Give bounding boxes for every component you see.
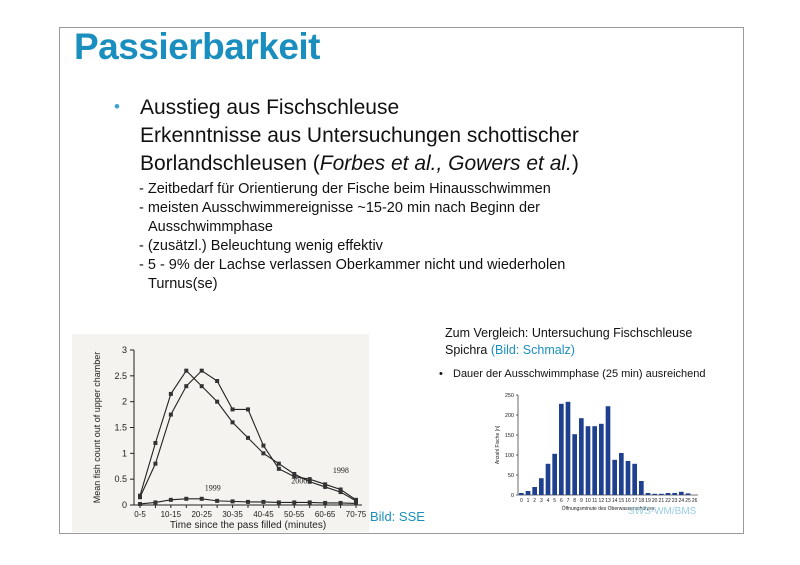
data-point: [277, 467, 281, 471]
x-tick-label: 9: [579, 498, 583, 504]
bar: [519, 493, 524, 495]
y-tick-label: 1: [121, 448, 127, 459]
x-tick-label: 21: [658, 498, 665, 504]
x-tick-label: 30-35: [222, 510, 243, 519]
data-point: [200, 384, 204, 388]
x-tick-label: 1: [526, 498, 530, 504]
y-tick-label: 100: [504, 453, 514, 459]
bar: [632, 464, 637, 495]
series-line: [140, 371, 356, 501]
bullet-line-1: Ausstieg aus Fischschleuse: [140, 96, 400, 119]
x-tick-label: 8: [573, 498, 577, 504]
data-point: [308, 480, 312, 484]
data-point: [200, 369, 204, 373]
image-credit-left: Bild: SSE: [370, 509, 425, 524]
data-point: [231, 420, 235, 424]
citation-authors: Forbes et al., Gowers et al.: [319, 152, 572, 175]
bar: [532, 487, 537, 495]
x-tick-label: 6: [559, 498, 563, 504]
x-tick-label: 11: [592, 498, 598, 504]
x-tick-label: 10: [585, 498, 591, 504]
x-tick-label: 14: [611, 498, 618, 504]
comparison-caption: [445, 325, 692, 359]
small-bullet-dot: •: [439, 368, 443, 380]
x-tick-label: 20: [651, 498, 658, 504]
data-point: [169, 498, 173, 502]
bar: [526, 491, 531, 495]
bar: [646, 493, 651, 495]
y-tick-label: 200: [504, 413, 514, 419]
x-tick-label: 26: [691, 498, 698, 504]
x-tick-label: 12: [598, 498, 605, 504]
data-point: [277, 462, 281, 466]
data-point: [153, 500, 157, 504]
data-point: [277, 500, 281, 504]
data-point: [339, 501, 343, 505]
data-point: [323, 501, 327, 505]
data-point: [308, 500, 312, 504]
y-axis-label: Mean fish count out of upper chamber: [92, 351, 102, 504]
bar: [586, 426, 591, 495]
data-point: [184, 497, 188, 501]
y-tick-label: 50: [507, 473, 514, 479]
y-axis-label: Anzahl Fische [n]: [495, 425, 501, 465]
bar: [552, 454, 557, 495]
bar: [546, 464, 551, 495]
bar: [679, 492, 684, 495]
small-bullet-text: Dauer der Ausschwimmphase (25 min) ausreichend: [453, 368, 706, 380]
bullet-line-3-end: ): [571, 152, 579, 175]
x-tick-label: 10-15: [160, 510, 182, 519]
data-point: [339, 490, 343, 494]
bar: [592, 426, 597, 495]
x-tick-label: 4: [546, 498, 550, 504]
image-credit-right: SWS-WM/BMS: [628, 506, 697, 517]
y-tick-label: 1.5: [114, 422, 127, 433]
x-tick-label: 3: [539, 498, 543, 504]
y-tick-label: 2.5: [114, 370, 127, 381]
data-point: [231, 407, 235, 411]
bullet-line-3: [140, 150, 730, 178]
y-tick-label: 0: [510, 493, 514, 499]
fish-count-line-chart: [72, 334, 369, 532]
data-point: [184, 369, 188, 373]
data-point: [169, 392, 173, 396]
sub-item: - 5 - 9% der Lachse verlassen Oberkammer nicht und wiederholen: [139, 257, 566, 273]
data-point: [231, 499, 235, 503]
sub-item: - (zusätzl.) Beleuchtung wenig effektiv: [139, 238, 383, 254]
x-tick-label: 40-45: [253, 510, 274, 519]
comparison-line-2-start: Spichra: [445, 343, 491, 357]
x-tick-label: 15: [618, 498, 625, 504]
series-annotation: 2000: [291, 476, 308, 486]
bar: [639, 481, 644, 495]
y-tick-label: 150: [504, 433, 514, 439]
bullet-line-3-start: Borlandschleusen (: [140, 152, 320, 175]
bar: [666, 493, 671, 495]
data-point: [261, 500, 265, 504]
bar: [652, 494, 657, 495]
bar: [599, 424, 604, 495]
x-tick-label: 18: [638, 498, 645, 504]
data-point: [138, 494, 142, 498]
slide-title: Passierbarkeit: [74, 27, 321, 67]
bar: [566, 402, 571, 495]
bar: [539, 478, 544, 495]
data-point: [215, 400, 219, 404]
x-tick-label: 7: [566, 498, 570, 504]
fish-exit-bar-chart: [488, 387, 702, 517]
bar: [686, 493, 691, 495]
x-tick-label: 13: [605, 498, 611, 504]
x-tick-label: 20-25: [191, 510, 212, 519]
data-point: [261, 451, 265, 455]
data-point: [215, 499, 219, 503]
x-axis-label: Time since the pass filled (minutes): [169, 520, 327, 531]
data-point: [292, 500, 296, 504]
x-tick-label: 0-5: [134, 510, 146, 519]
data-point: [323, 485, 327, 489]
slide: [59, 27, 744, 534]
bar: [619, 453, 624, 495]
comparison-line-2: [445, 342, 692, 359]
data-point: [153, 462, 157, 466]
data-point: [200, 497, 204, 501]
y-tick-label: 0.5: [114, 474, 127, 485]
x-tick-label: 16: [625, 498, 631, 504]
series-annotation: 1998: [332, 465, 349, 475]
y-tick-label: 2: [121, 396, 127, 407]
comparison-credit: (Bild: Schmalz): [490, 343, 575, 357]
bar: [659, 494, 664, 495]
series-line: [140, 371, 356, 500]
y-tick-label: 0: [121, 500, 127, 510]
x-tick-label: 2: [533, 498, 537, 504]
sub-item: Turnus(se): [148, 276, 218, 292]
data-point: [246, 500, 250, 504]
x-tick-label: 60-65: [314, 510, 336, 519]
small-bullet: [439, 368, 706, 380]
sub-item: - meisten Ausschwimmereignisse ~15-20 min nach Beginn der: [139, 200, 540, 216]
data-point: [215, 379, 219, 383]
data-point: [169, 413, 173, 417]
bar: [606, 406, 611, 495]
data-point: [246, 407, 250, 411]
x-tick-label: 0: [519, 498, 523, 504]
sub-item-list: [139, 180, 739, 294]
y-tick-label: 250: [504, 393, 514, 399]
sub-item: Ausschwimmphase: [148, 219, 273, 235]
x-tick-label: 23: [671, 498, 678, 504]
x-tick-label: 22: [665, 498, 671, 504]
bar: [579, 418, 584, 495]
x-tick-label: 70-75: [345, 510, 367, 519]
series-annotation: 1999: [204, 483, 221, 493]
x-tick-label: 24: [678, 498, 685, 504]
y-tick-label: 3: [121, 345, 127, 355]
sub-item: - Zeitbedarf für Orientierung der Fische beim Hinausschwimmen: [139, 181, 551, 197]
comparison-line-1: Zum Vergleich: Untersuchung Fischschleuse: [445, 326, 693, 340]
bar: [626, 461, 631, 495]
data-point: [138, 502, 142, 506]
x-tick-label: 19: [645, 498, 651, 504]
data-point: [354, 501, 358, 505]
bar: [559, 404, 564, 495]
bullet-line-2: Erkenntnisse aus Untersuchungen schottischer: [140, 124, 579, 147]
x-tick-label: 50-55: [284, 510, 305, 519]
main-bullet: [140, 94, 730, 178]
x-tick-label: 17: [631, 498, 638, 504]
line-chart-svg: [72, 334, 369, 532]
x-tick-label: 25: [685, 498, 691, 504]
bullet-dot: •: [114, 97, 120, 116]
x-axis-label: Öffnungsminute des Oberwasserschützes: [561, 506, 655, 512]
data-point: [153, 441, 157, 445]
data-point: [246, 436, 250, 440]
bar: [612, 460, 617, 495]
bar: [672, 493, 677, 495]
bar: [572, 434, 577, 495]
data-point: [261, 444, 265, 448]
x-tick-label: 5: [553, 498, 557, 504]
data-point: [184, 384, 188, 388]
